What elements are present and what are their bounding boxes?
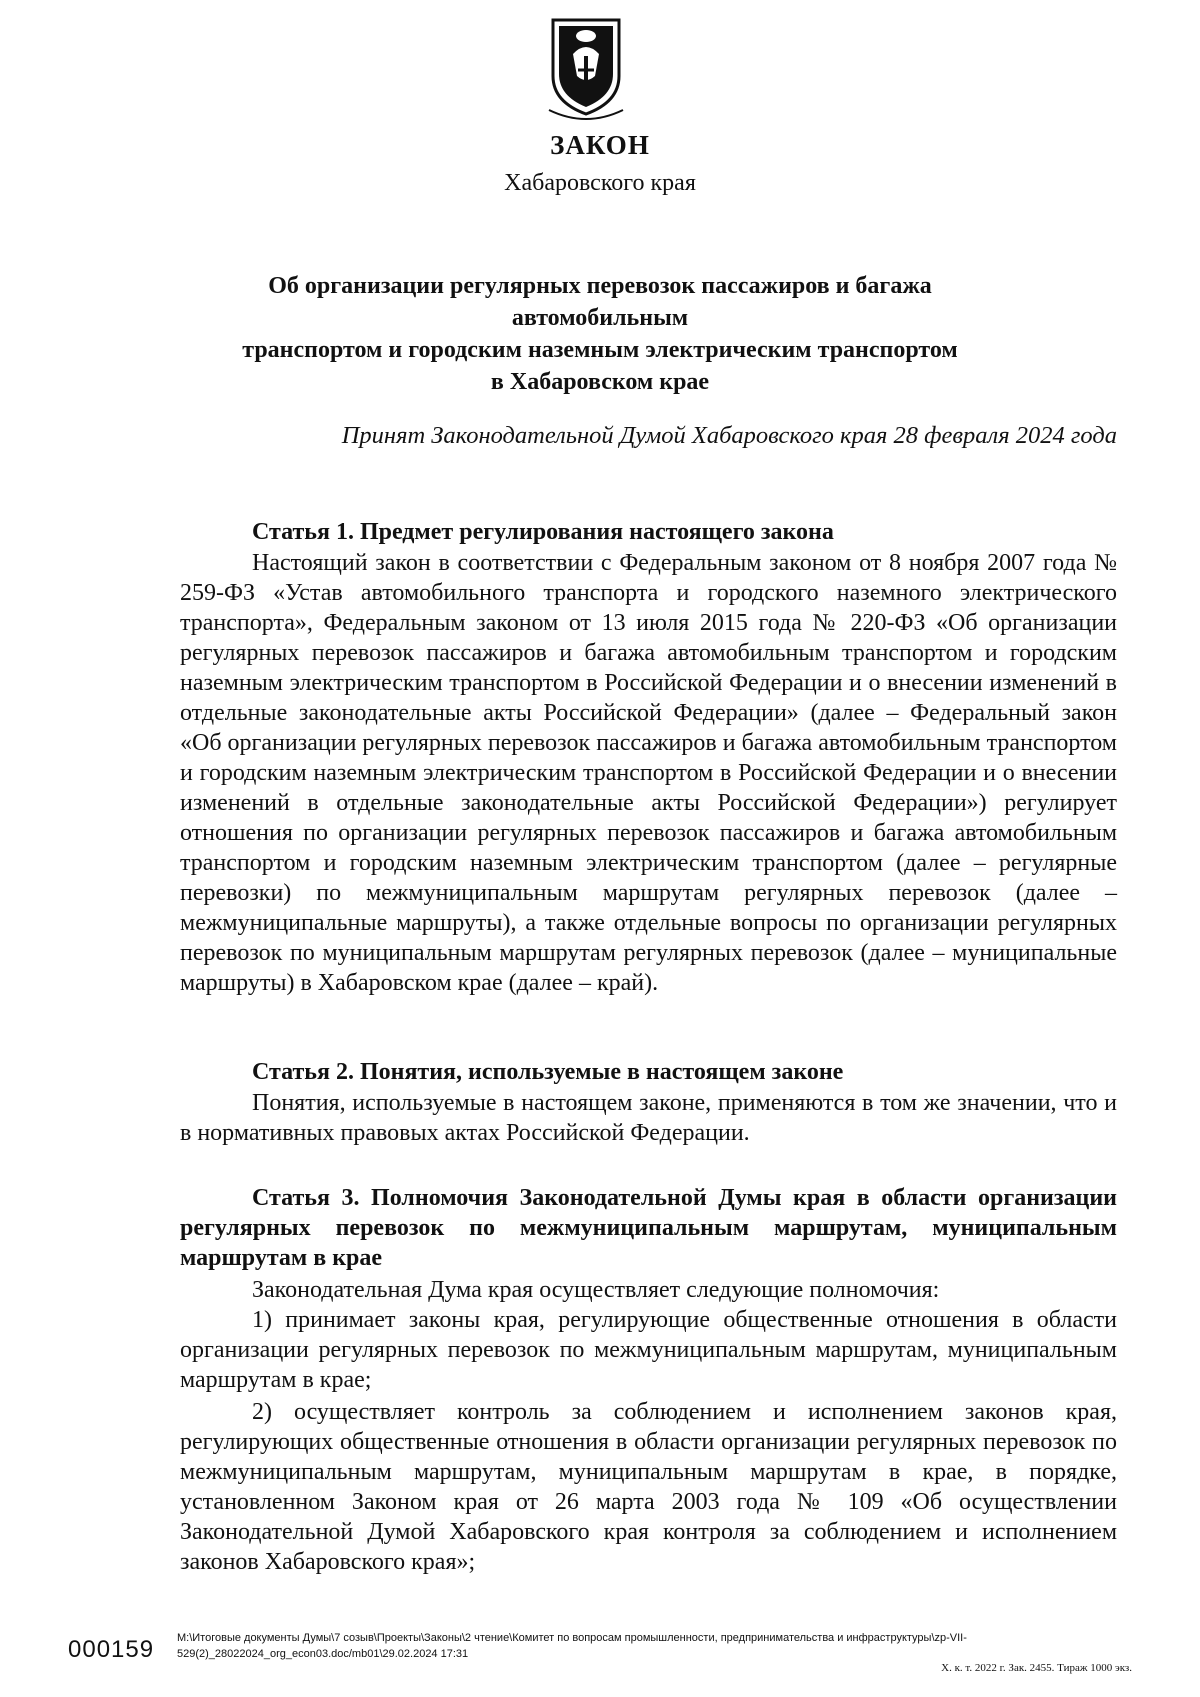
law-region: Хабаровского края <box>504 170 696 196</box>
article-1-heading: Статья 1. Предмет регулирования настоящего закона <box>252 519 834 545</box>
article-3-intro: Законодательная Дума края осуществляет следующие полномочия: <box>252 1277 940 1303</box>
article-2-text: Понятия, используемые в настоящем законе, применяются в том же значении, что и в нормативных правовых актах Российской Федерации. <box>180 1090 1117 1146</box>
law-title-line: транспортом и городским наземным электрическим транспортом <box>242 337 958 363</box>
article-1-text: Настоящий закон в соответствии с Федеральным законом от 8 ноября 2007 года № 259-ФЗ «Устав автомобильного транспорта и городского наземного электрического транспорта», Федеральным законом от 13 июля 2015 года № 220-ФЗ «Об организации регулярных перевозок пассажиров и багажа автомобильным транспортом и городским наземным электрическим транспортом в Российской Федерации и о внесении изменений в отдельные законодательные акты Российской Федерации» (далее – Федеральный закон «Об организации регулярных перевозок пассажиров и багажа автомобильным транспортом и городским наземным электрическим транспортом в Российской Федерации и о внесении изменений в отдельные законодательные акты Российской Федерации») регулирует отношения по организации регулярных перевозок пассажиров и багажа автомобильным транспортом и городским наземным электрическим транспортом (далее – регулярные перевозки) по межмуниципальным маршрутам регулярных перевозок (далее – межмуниципальные маршруты), а также отдельные вопросы по организации регулярных перевозок по муниципальным маршрутам регулярных перевозок (далее – муниципальные маршруты) в Хабаровском крае (далее – край). <box>180 550 1117 996</box>
law-label: ЗАКОН <box>550 130 650 160</box>
article-2-heading: Статья 2. Понятия, используемые в настоящем законе <box>252 1059 844 1085</box>
law-title-line: Об организации регулярных перевозок пассажиров и багажа автомобильным <box>268 273 932 331</box>
article-3-item-2: 2) осуществляет контроль за соблюдением и исполнением законов края, регулирующих общественные отношения в области организации регулярных перевозок по межмуниципальным маршрутам, муниципальным маршрутам в крае, в порядке, установленном Законом края от 26 марта 2003 года № 109 «Об осуществлении Законодательной Думой Хабаровского края контроля за соблюдением и исполнением законов Хабаровского края»; <box>180 1399 1117 1575</box>
file-path-line: 529(2)_28022024_org_econ03.doc/mb01\29.02.2024 17:31 <box>177 1648 469 1660</box>
file-path-line: M:\Итоговые документы Думы\7 созыв\Проекты\Законы\2 чтение\Комитет по вопросам промышленности, предпринимательства и инфраструктуры\zp-VII- <box>177 1632 967 1644</box>
print-info: Х. к. т. 2022 г. Зак. 2455. Тираж 1000 экз. <box>941 1662 1132 1674</box>
coat-of-arms-icon <box>545 14 627 122</box>
document-number: 000159 <box>68 1636 155 1663</box>
law-title <box>180 270 1020 398</box>
file-path <box>177 1630 1132 1662</box>
article-3-item-1: 1) принимает законы края, регулирующие общественные отношения в области организации регулярных перевозок по межмуниципальным маршрутам, муниципальным маршрутам в крае; <box>180 1307 1117 1393</box>
article-3-heading: Статья 3. Полномочия Законодательной Думы края в области организации регулярных перевозок по межмуниципальным маршрутам, муниципальным маршрутам в крае <box>180 1185 1117 1271</box>
law-title-line: в Хабаровском крае <box>490 369 710 395</box>
adoption-note: Принят Законодательной Думой Хабаровского края 28 февраля 2024 года <box>341 422 1117 449</box>
